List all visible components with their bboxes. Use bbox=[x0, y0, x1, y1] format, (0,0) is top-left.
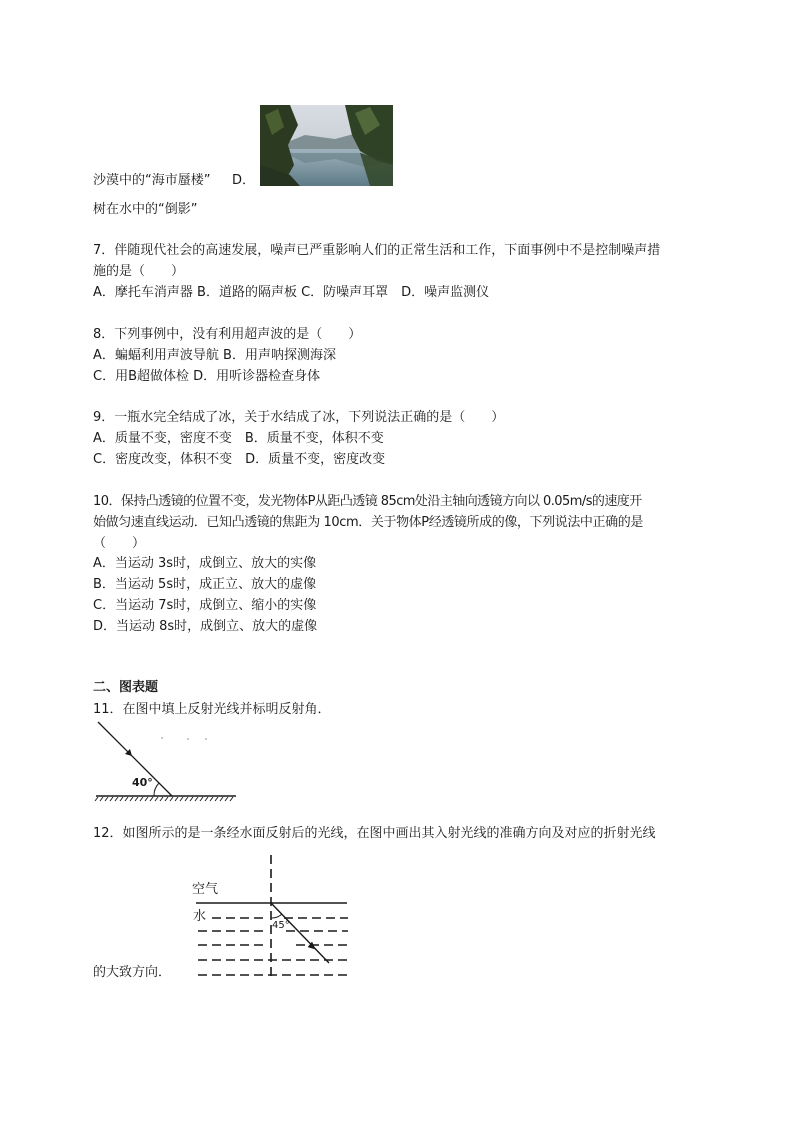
q10-option-b: B．当运动 5s时，成正立、放大的虚像 bbox=[93, 577, 317, 592]
q7-stem-line2: 施的是（ ） bbox=[93, 264, 185, 279]
q10-option-a: A．当运动 3s时，成倒立、放大的实像 bbox=[93, 556, 317, 571]
q8-options-line1: A．蝙蝠利用声波导航 B．用声呐探测海深 bbox=[93, 348, 336, 363]
mirror-hatching bbox=[95, 797, 233, 801]
q10-option-c: C．当运动 7s时，成倒立、缩小的实像 bbox=[93, 598, 317, 613]
q10-stem-line2: 始做匀速直线运动．已知凸透镜的焦距为 10cm．关于物体P经透镜所成的像，下列说法中正确的是 bbox=[93, 515, 643, 530]
air-label: 空气 bbox=[192, 882, 219, 897]
q9-options-line1: A．质量不变，密度不变 B．质量不变，体积不变 bbox=[93, 431, 384, 446]
tree-reflection-photo bbox=[260, 105, 393, 186]
angle-arc bbox=[154, 783, 159, 796]
q6-option-c-text: 沙漠中的“海市蜃楼” bbox=[93, 173, 211, 188]
q9-options-line2: C．密度改变，体积不变 D．质量不变，密度改变 bbox=[93, 452, 386, 467]
water-label: 水 bbox=[193, 909, 207, 924]
q12-diagram bbox=[190, 852, 355, 980]
q10-stem-line1: 10．保持凸透镜的位置不变，发光物体P从距凸透镜 85cm处沿主轴向透镜方向以 0.05m/s的速度开 bbox=[93, 494, 642, 509]
q10-stem-line3: （ ） bbox=[93, 536, 146, 551]
q12-stem-line2: 的大致方向． bbox=[93, 965, 172, 980]
q7-stem-line1: 7．伴随现代社会的高速发展，噪声已严重影响人们的正常生活和工作，下面事例中不是控制噪声措 bbox=[93, 243, 661, 258]
section-title: 二、图表题 bbox=[93, 680, 159, 695]
q8-stem: 8．下列事例中，没有利用超声波的是（ ） bbox=[93, 327, 362, 342]
q11-angle-label: 40° bbox=[132, 776, 153, 789]
reflected-ray bbox=[271, 903, 329, 963]
q11-stem: 11．在图中填上反射光线并标明反射角． bbox=[93, 702, 331, 717]
q6-option-d-marker: D． bbox=[232, 173, 256, 188]
q10-option-d: D．当运动 8s时，成倒立、放大的虚像 bbox=[93, 619, 318, 634]
q11-diagram bbox=[92, 718, 242, 803]
q12-stem-line1: 12．如图所示的是一条经水面反射后的光线，在图中画出其入射光线的准确方向及对应的折射光线 bbox=[93, 826, 656, 841]
angle-arc bbox=[271, 914, 282, 918]
q7-options: A．摩托车消声器 B．道路的隔声板 C．防噪声耳罩 D．噪声监测仪 bbox=[93, 285, 490, 300]
q12-angle-label: 45° bbox=[272, 920, 290, 931]
q9-stem: 9．一瓶水完全结成了冰，关于水结成了冰，下列说法正确的是（ ） bbox=[93, 410, 505, 425]
q8-options-line2: C．用B超做体检 D．用听诊器检查身体 bbox=[93, 369, 321, 384]
q6-option-d-text: 树在水中的“倒影” bbox=[93, 202, 198, 217]
